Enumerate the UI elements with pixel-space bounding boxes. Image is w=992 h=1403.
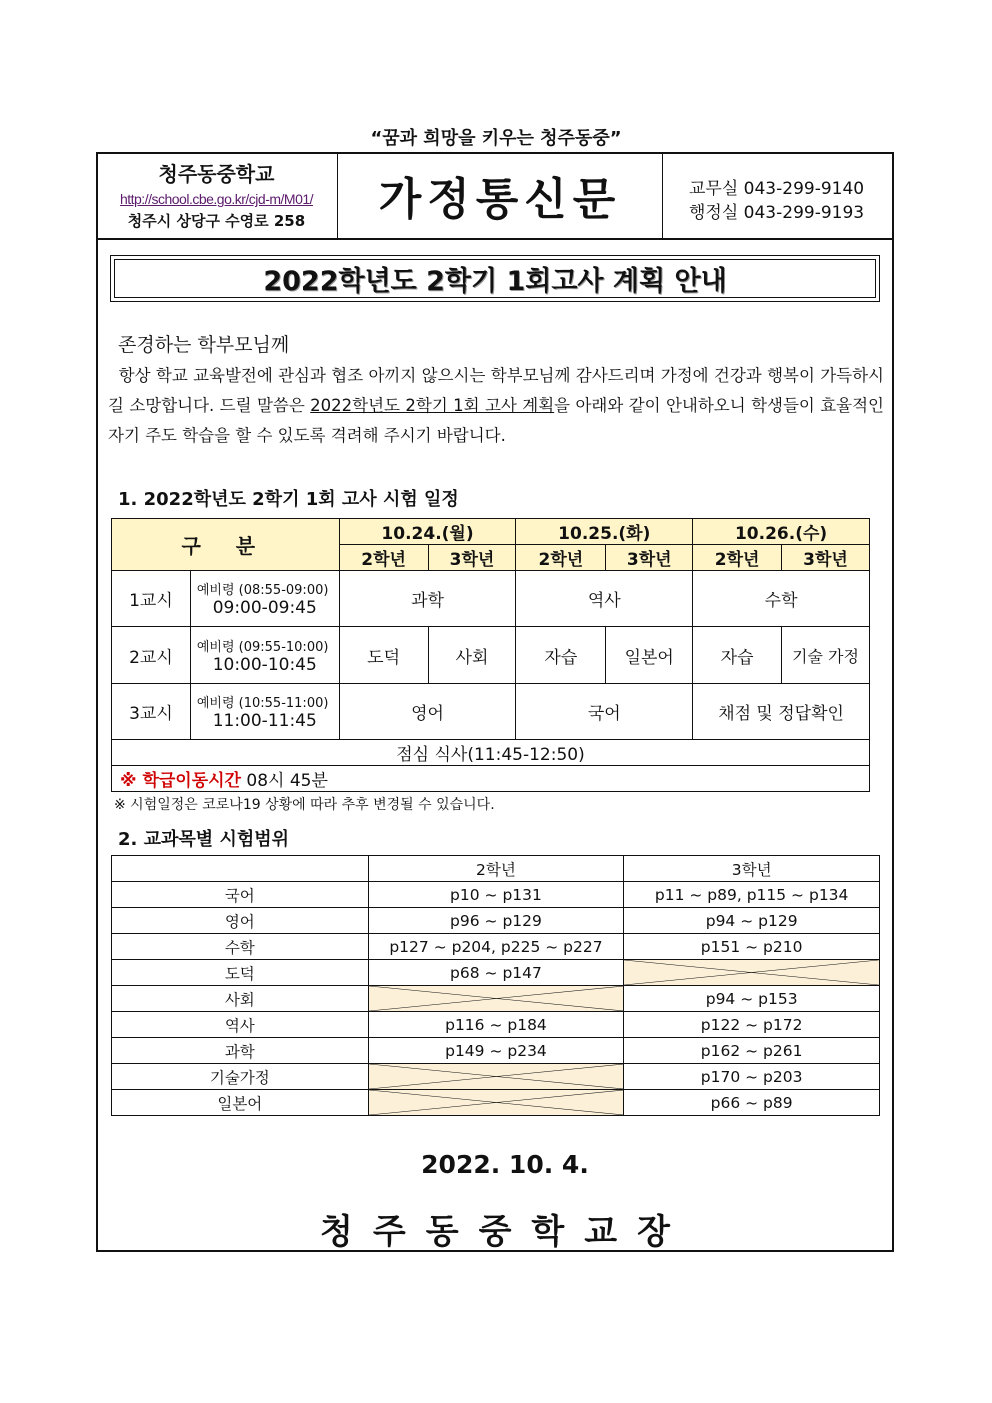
exam-time: 10:00-10:45 bbox=[212, 654, 317, 675]
range-grade2: p10 ~ p131 bbox=[368, 882, 624, 908]
grade-header: 2학년 bbox=[339, 545, 428, 571]
intro-paragraph bbox=[108, 361, 884, 451]
exam-subject: 과학 bbox=[339, 571, 516, 627]
range-row bbox=[112, 986, 880, 1012]
prep-time: 예비령 (10:55-11:00) bbox=[196, 696, 329, 711]
range-grade2: p68 ~ p147 bbox=[368, 960, 624, 986]
range-row bbox=[112, 1090, 880, 1116]
section1-title: 1. 2022학년도 2학기 1회 고사 시험 일정 bbox=[118, 489, 459, 510]
exam-subject: 자습 bbox=[516, 627, 606, 684]
period-time bbox=[190, 571, 339, 627]
subject-name: 일본어 bbox=[112, 1090, 369, 1116]
range-row bbox=[112, 1038, 880, 1064]
period-row bbox=[112, 571, 870, 627]
range-grade3: p11 ~ p89, p115 ~ p134 bbox=[624, 882, 880, 908]
exam-subject: 도덕 bbox=[339, 627, 428, 684]
school-info bbox=[96, 152, 338, 238]
letter-header bbox=[96, 152, 894, 240]
period-label: 2교시 bbox=[112, 627, 191, 684]
move-time-row bbox=[112, 766, 870, 792]
range-grade3: p122 ~ p172 bbox=[624, 1012, 880, 1038]
category-header: 구 분 bbox=[112, 519, 340, 571]
range-row bbox=[112, 960, 880, 986]
exam-subject: 국어 bbox=[516, 684, 693, 740]
exam-subject: 기술 가정 bbox=[782, 627, 870, 684]
range-header-blank bbox=[112, 856, 369, 882]
range-grade3: p162 ~ p261 bbox=[624, 1038, 880, 1064]
range-grade3: p151 ~ p210 bbox=[624, 934, 880, 960]
exam-time: 09:00-09:45 bbox=[212, 598, 317, 618]
not-applicable-cell bbox=[368, 986, 624, 1012]
grade-header: 3학년 bbox=[606, 545, 693, 571]
greeting: 존경하는 학부모님께 bbox=[118, 334, 290, 356]
school-url-link[interactable]: http://school.cbe.go.kr/cjd-m/M01/ bbox=[119, 191, 314, 207]
intro-text-1: 항상 학교 교육발전에 관심과 협조 아끼지 않으시는 학부모님께 감사드리며 가정에 건강과 행복이 가득하시길 소망합니다. 드릴 말씀은 bbox=[108, 366, 884, 415]
period-label: 1교시 bbox=[112, 571, 191, 627]
range-row bbox=[112, 934, 880, 960]
newsletter-title: 가정통신문 bbox=[338, 152, 663, 238]
period-row bbox=[112, 684, 870, 740]
range-grade3: p94 ~ p129 bbox=[624, 908, 880, 934]
motto: “꿈과 희망을 키우는 청주동중” bbox=[370, 128, 622, 149]
period-time bbox=[190, 627, 339, 684]
not-applicable-cell bbox=[368, 1064, 624, 1090]
exam-subject: 일본어 bbox=[606, 627, 693, 684]
subject-name: 과학 bbox=[112, 1038, 369, 1064]
prep-time: 예비령 (09:55-10:00) bbox=[196, 639, 329, 655]
date-header: 10.24.(월) bbox=[339, 519, 516, 545]
exam-subject: 자습 bbox=[693, 627, 782, 684]
range-grade2: p96 ~ p129 bbox=[368, 908, 624, 934]
intro-underlined: 2022학년도 2학기 1회 고사 계획 bbox=[310, 396, 555, 415]
range-header-grade3: 3학년 bbox=[624, 856, 880, 882]
range-header-grade2: 2학년 bbox=[368, 856, 624, 882]
range-grade3: p66 ~ p89 bbox=[624, 1090, 880, 1116]
range-grade2: p116 ~ p184 bbox=[368, 1012, 624, 1038]
range-grade2: p149 ~ p234 bbox=[368, 1038, 624, 1064]
range-grade3: p170 ~ p203 bbox=[624, 1064, 880, 1090]
schedule-table bbox=[111, 518, 870, 792]
exam-subject: 채점 및 정답확인 bbox=[693, 684, 870, 740]
exam-time: 11:00-11:45 bbox=[212, 711, 317, 731]
issue-date: 2022. 10. 4. bbox=[421, 1150, 589, 1179]
subject-name: 사회 bbox=[112, 986, 369, 1012]
tel-office: 교무실 043-299-9140 bbox=[689, 179, 865, 199]
exam-subject: 역사 bbox=[516, 571, 693, 627]
period-row bbox=[112, 627, 870, 684]
subject-name: 국어 bbox=[112, 882, 369, 908]
school-name: 청주동중학교 bbox=[158, 162, 275, 186]
exam-subject: 사회 bbox=[428, 627, 516, 684]
grade-header: 3학년 bbox=[428, 545, 516, 571]
grade-header: 2학년 bbox=[516, 545, 606, 571]
range-row bbox=[112, 882, 880, 908]
range-row bbox=[112, 1064, 880, 1090]
section2-title: 2. 교과목별 시험범위 bbox=[118, 829, 289, 850]
period-time bbox=[190, 684, 339, 740]
not-applicable-cell bbox=[624, 960, 880, 986]
school-address: 청주시 상당구 수영로 258 bbox=[127, 212, 306, 230]
doc-title: 2022학년도 2학기 1회고사 계획 안내 bbox=[114, 259, 876, 298]
range-table bbox=[111, 855, 880, 1116]
grade-header: 3학년 bbox=[782, 545, 870, 571]
contact-info bbox=[663, 152, 892, 238]
not-applicable-cell bbox=[368, 1090, 624, 1116]
date-header: 10.26.(수) bbox=[693, 519, 870, 545]
lunch-row: 점심 식사(11:45-12:50) bbox=[112, 740, 870, 766]
range-grade3: p94 ~ p153 bbox=[624, 986, 880, 1012]
subject-name: 기술가정 bbox=[112, 1064, 369, 1090]
prep-time: 예비령 (08:55-09:00) bbox=[196, 583, 329, 598]
principal-signature: 청주동중학교장 bbox=[320, 1212, 690, 1252]
grade-header: 2학년 bbox=[693, 545, 782, 571]
subject-name: 역사 bbox=[112, 1012, 369, 1038]
intro-text-2: 을 아래와 같이 안내하오니 학생들이 효율적인 자기 주도 학습을 할 수 있도록 격려해 주시기 바랍니다. bbox=[108, 396, 884, 445]
exam-subject: 수학 bbox=[693, 571, 870, 627]
doc-title-box bbox=[110, 255, 880, 302]
subject-name: 수학 bbox=[112, 934, 369, 960]
tel-admin: 행정실 043-299-9193 bbox=[689, 203, 865, 223]
move-time-label: ※ 학급이동시간 bbox=[120, 771, 241, 791]
range-grade2: p127 ~ p204, p225 ~ p227 bbox=[368, 934, 624, 960]
schedule-note: ※ 시험일정은 코로나19 상황에 따라 추후 변경될 수 있습니다. bbox=[114, 797, 495, 813]
subject-name: 영어 bbox=[112, 908, 369, 934]
range-row bbox=[112, 1012, 880, 1038]
date-header: 10.25.(화) bbox=[516, 519, 693, 545]
subject-name: 도덕 bbox=[112, 960, 369, 986]
period-label: 3교시 bbox=[112, 684, 191, 740]
move-time-value: 08시 45분 bbox=[246, 771, 328, 791]
range-row bbox=[112, 908, 880, 934]
exam-subject: 영어 bbox=[339, 684, 516, 740]
